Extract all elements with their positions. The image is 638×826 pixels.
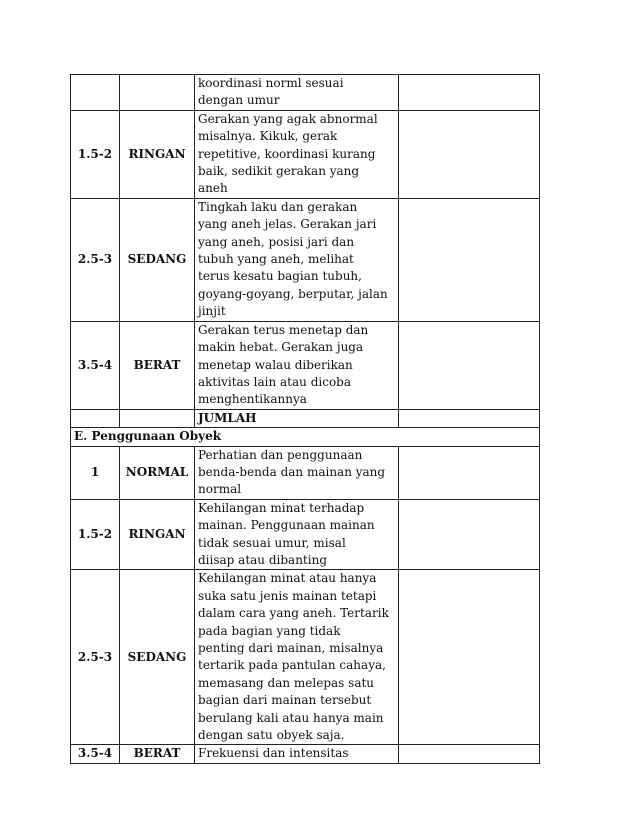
score-cell: 1 [71,446,120,499]
level-cell: RINGAN [120,110,195,198]
score-cell: 1.5-2 [71,499,120,570]
level-cell: SEDANG [120,198,195,321]
scoring-table [70,74,540,764]
table-row [71,198,540,321]
level-cell [120,409,195,427]
table-row [71,745,540,763]
description-cell: Kehilangan minat atau hanya suka satu jenis mainan tetapi dalam cara yang aneh. Tertarik pada bagian yang tidak penting dari mainan, misalnya tertarik pada pantulan cahaya, memasang dan melepas satu bagian dari mainan tersebut berulang kali atau hanya main dengan satu obyek saja. [195,570,399,745]
description-cell: Gerakan terus menetap dan makin hebat. Gerakan juga menetap walau diberikan aktivitas lain atau dicoba menghentikannya [195,321,399,409]
description-cell: Frekuensi dan intensitas [195,745,399,763]
section-title: E. Penggunaan Obyek [71,428,540,446]
notes-cell [399,110,540,198]
notes-cell [399,570,540,745]
score-cell [71,75,120,111]
score-cell: 2.5-3 [71,570,120,745]
score-cell [71,409,120,427]
table-row [71,75,540,111]
level-cell: NORMAL [120,446,195,499]
score-cell: 2.5-3 [71,198,120,321]
notes-cell [399,198,540,321]
table-row [71,499,540,570]
notes-cell [399,499,540,570]
notes-cell [399,446,540,499]
level-cell: RINGAN [120,499,195,570]
notes-cell [399,745,540,763]
table-row [71,570,540,745]
level-cell: BERAT [120,321,195,409]
table-row [71,446,540,499]
score-cell: 3.5-4 [71,321,120,409]
level-cell: SEDANG [120,570,195,745]
notes-cell [399,75,540,111]
description-cell: koordinasi norml sesuai dengan umur [195,75,399,111]
description-cell: Gerakan yang agak abnormal misalnya. Kikuk, gerak repetitive, koordinasi kurang baik, sedikit gerakan yang aneh [195,110,399,198]
description-cell: Tingkah laku dan gerakan yang aneh jelas. Gerakan jari yang aneh, posisi jari dan tubuh yang aneh, melihat terus kesatu bagian tubuh, goyang-goyang, berputar, jalan jinjit [195,198,399,321]
score-cell: 1.5-2 [71,110,120,198]
description-cell: Kehilangan minat terhadap mainan. Penggunaan mainan tidak sesuai umur, misal diisap atau dibanting [195,499,399,570]
section-header-row [71,428,540,446]
jumlah-row [71,409,540,427]
jumlah-label: JUMLAH [195,409,399,427]
table-row [71,110,540,198]
score-cell: 3.5-4 [71,745,120,763]
table-row [71,321,540,409]
notes-cell [399,321,540,409]
notes-cell [399,409,540,427]
level-cell [120,75,195,111]
level-cell: BERAT [120,745,195,763]
description-cell: Perhatian dan penggunaan benda-benda dan mainan yang normal [195,446,399,499]
